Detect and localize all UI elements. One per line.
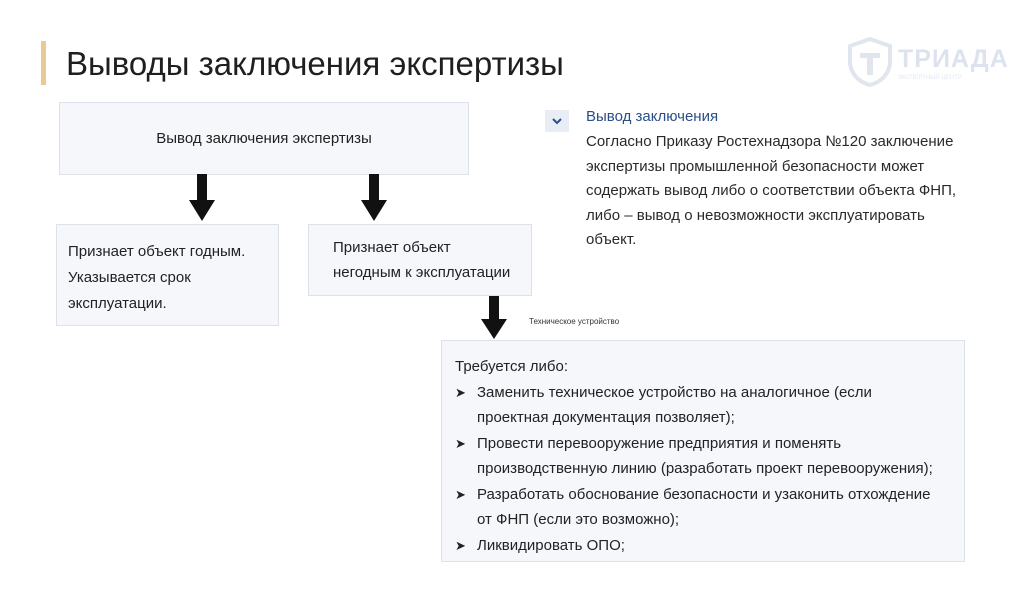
unfit-node <box>308 224 532 296</box>
list-item-line: Разработать обоснование безопасности и узаконить отхождение <box>477 485 931 503</box>
list-item-line: производственную линию (разработать проект перевооружения); <box>477 460 933 477</box>
list-item-line: Заменить техническое устройство на аналогичное (если <box>477 383 872 401</box>
list-item-line: от ФНП (если это возможно); <box>477 511 680 528</box>
requirements-node <box>441 340 965 562</box>
collapse-toggle[interactable] <box>545 110 569 132</box>
chevron-down-icon <box>545 110 569 132</box>
root-node <box>59 102 469 175</box>
company-logo <box>846 37 1009 87</box>
info-line: либо – вывод о невозможности эксплуатировать <box>586 206 925 224</box>
info-title: Вывод заключения <box>586 108 719 125</box>
arrowhead-bullet-icon: ➤ <box>455 537 466 553</box>
arrowhead-bullet-icon: ➤ <box>455 486 466 502</box>
root-node-label: Вывод заключения экспертизы <box>156 130 372 147</box>
info-line: объект. <box>586 231 637 248</box>
shield-logo-icon <box>846 37 894 87</box>
arrowhead-bullet-icon: ➤ <box>455 384 466 400</box>
logo-text: ТРИАДА <box>898 45 1009 73</box>
fit-line: Указывается срок <box>68 269 191 286</box>
fit-line: эксплуатации. <box>68 295 167 312</box>
requirements-intro: Требуется либо: <box>455 358 568 375</box>
info-line: содержать вывод либо о соответствии объекта ФНП, <box>586 182 957 199</box>
arrow-to-unfit-icon <box>361 174 387 222</box>
info-line: Согласно Приказу Ростехнадзора №120 заключение <box>586 133 954 150</box>
list-item-line: проектная документация позволяет); <box>477 409 735 426</box>
arrowhead-bullet-icon: ➤ <box>455 435 466 451</box>
fit-node <box>56 224 279 326</box>
list-item-line: Провести перевооружение предприятия и поменять <box>477 434 842 452</box>
list-item-line: Ликвидировать ОПО; <box>477 536 625 554</box>
info-line: экспертизы промышленной безопасности может <box>586 157 925 175</box>
unfit-line: негодным к эксплуатации <box>333 264 511 281</box>
arrow-to-fit-icon <box>189 174 215 222</box>
unfit-line: Признает объект <box>333 239 451 256</box>
fit-line: Признает объект годным. <box>68 243 246 260</box>
logo-subtitle: ЭКСПЕРТНЫЙ ЦЕНТР <box>898 75 962 81</box>
list-item <box>455 380 954 431</box>
arrow-label: Техническое устройство <box>529 317 620 326</box>
list-item <box>455 482 954 533</box>
list-item <box>455 431 954 482</box>
arrow-to-requirements-icon <box>481 296 507 340</box>
page-title: Выводы заключения экспертизы <box>66 45 564 82</box>
list-item <box>455 533 954 559</box>
title-accent-bar <box>41 41 46 85</box>
info-text <box>586 130 986 253</box>
requirements-list <box>455 380 954 559</box>
